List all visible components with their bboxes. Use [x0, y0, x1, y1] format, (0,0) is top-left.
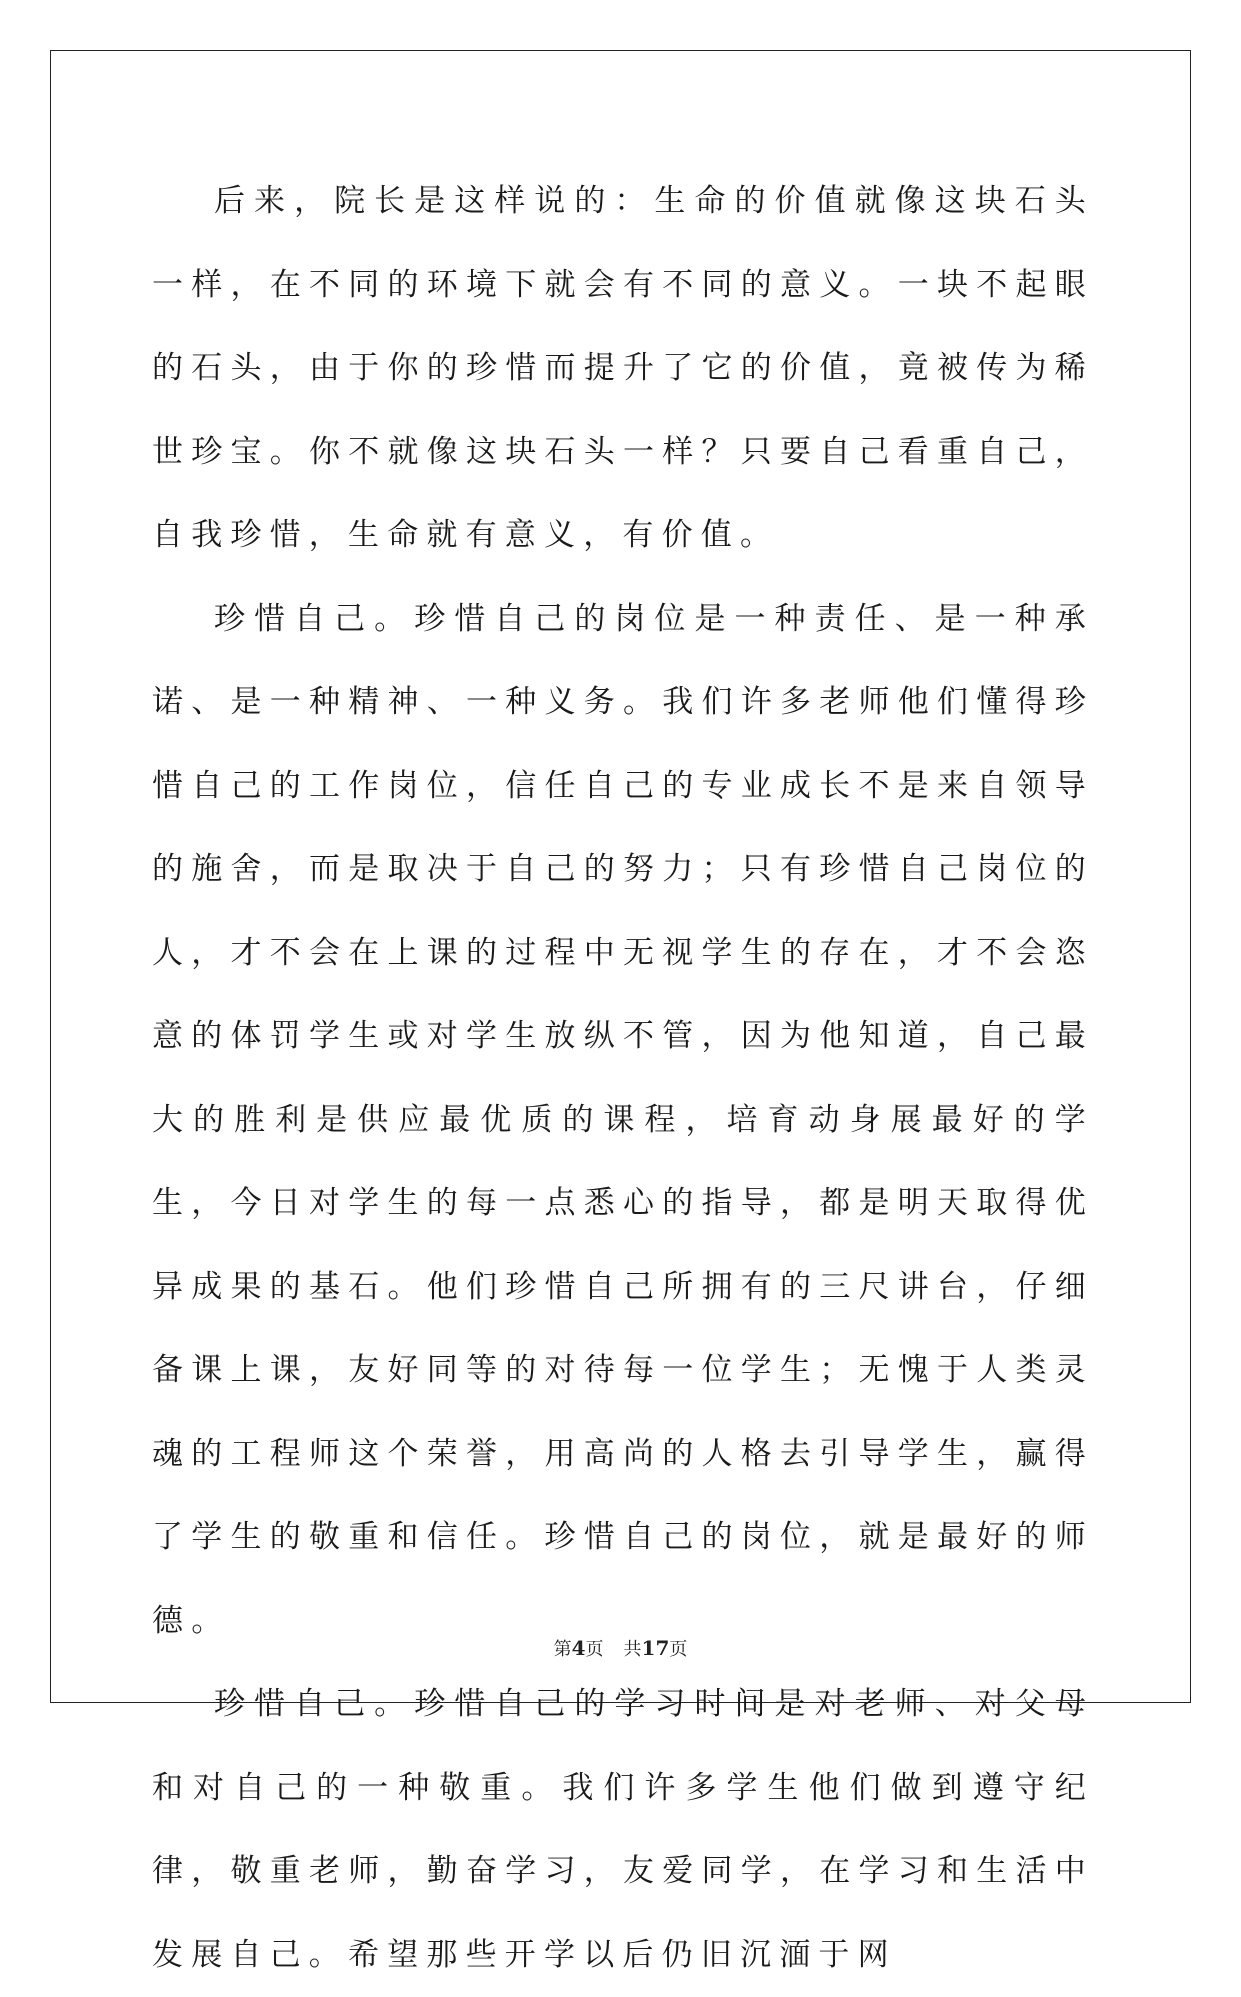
paragraph-1: 后来，院长是这样说的：生命的价值就像这块石头一样，在不同的环境下就会有不同的意义。一块不起眼的石头，由于你的珍惜而提升了它的价值，竟被传为稀世珍宝。你不就像这块石头一样？只要自己看重自己，自我珍惜，生命就有意义，有价值。: [152, 183, 1094, 553]
total-pages: 17: [641, 1636, 670, 1660]
total-suffix: 页: [669, 1639, 688, 1660]
paragraph-2: 珍惜自己。珍惜自己的岗位是一种责任、是一种承诺、是一种精神、一种义务。我们许多老师他们懂得珍惜自己的工作岗位，信任自己的专业成长不是来自领导的施舍，而是取决于自己的努力；只有珍惜自己岗位的人，才不会在上课的过程中无视学生的存在，才不会恣意的体罚学生或对学生放纵不管，因为他知道，自己最大的胜利是供应最优质的课程，培育动身展最好的学生，今日对学生的每一点悉心的指导，都是明天取得优异成果的基石。他们珍惜自己所拥有的三尺讲台，仔细备课上课，友好同等的对待每一位学生；无愧于人类灵魂的工程师这个荣誉，用高尚的人格去引导学生，赢得了学生的敬重和信任。珍惜自己的岗位，就是最好的师德。: [152, 600, 1094, 1639]
document-body: [152, 160, 1094, 1997]
page-suffix: 页: [585, 1639, 604, 1660]
page-footer: [0, 1635, 1241, 1661]
page-number: 4: [571, 1636, 586, 1660]
page-prefix: 第: [553, 1639, 572, 1660]
paragraph-3: 珍惜自己。珍惜自己的学习时间是对老师、对父母和对自己的一种敬重。我们许多学生他们做到遵守纪律，敬重老师，勤奋学习，友爱同学，在学习和生活中发展自己。希望那些开学以后仍旧沉湎于网: [152, 1686, 1094, 1973]
total-prefix: 共: [623, 1639, 642, 1660]
